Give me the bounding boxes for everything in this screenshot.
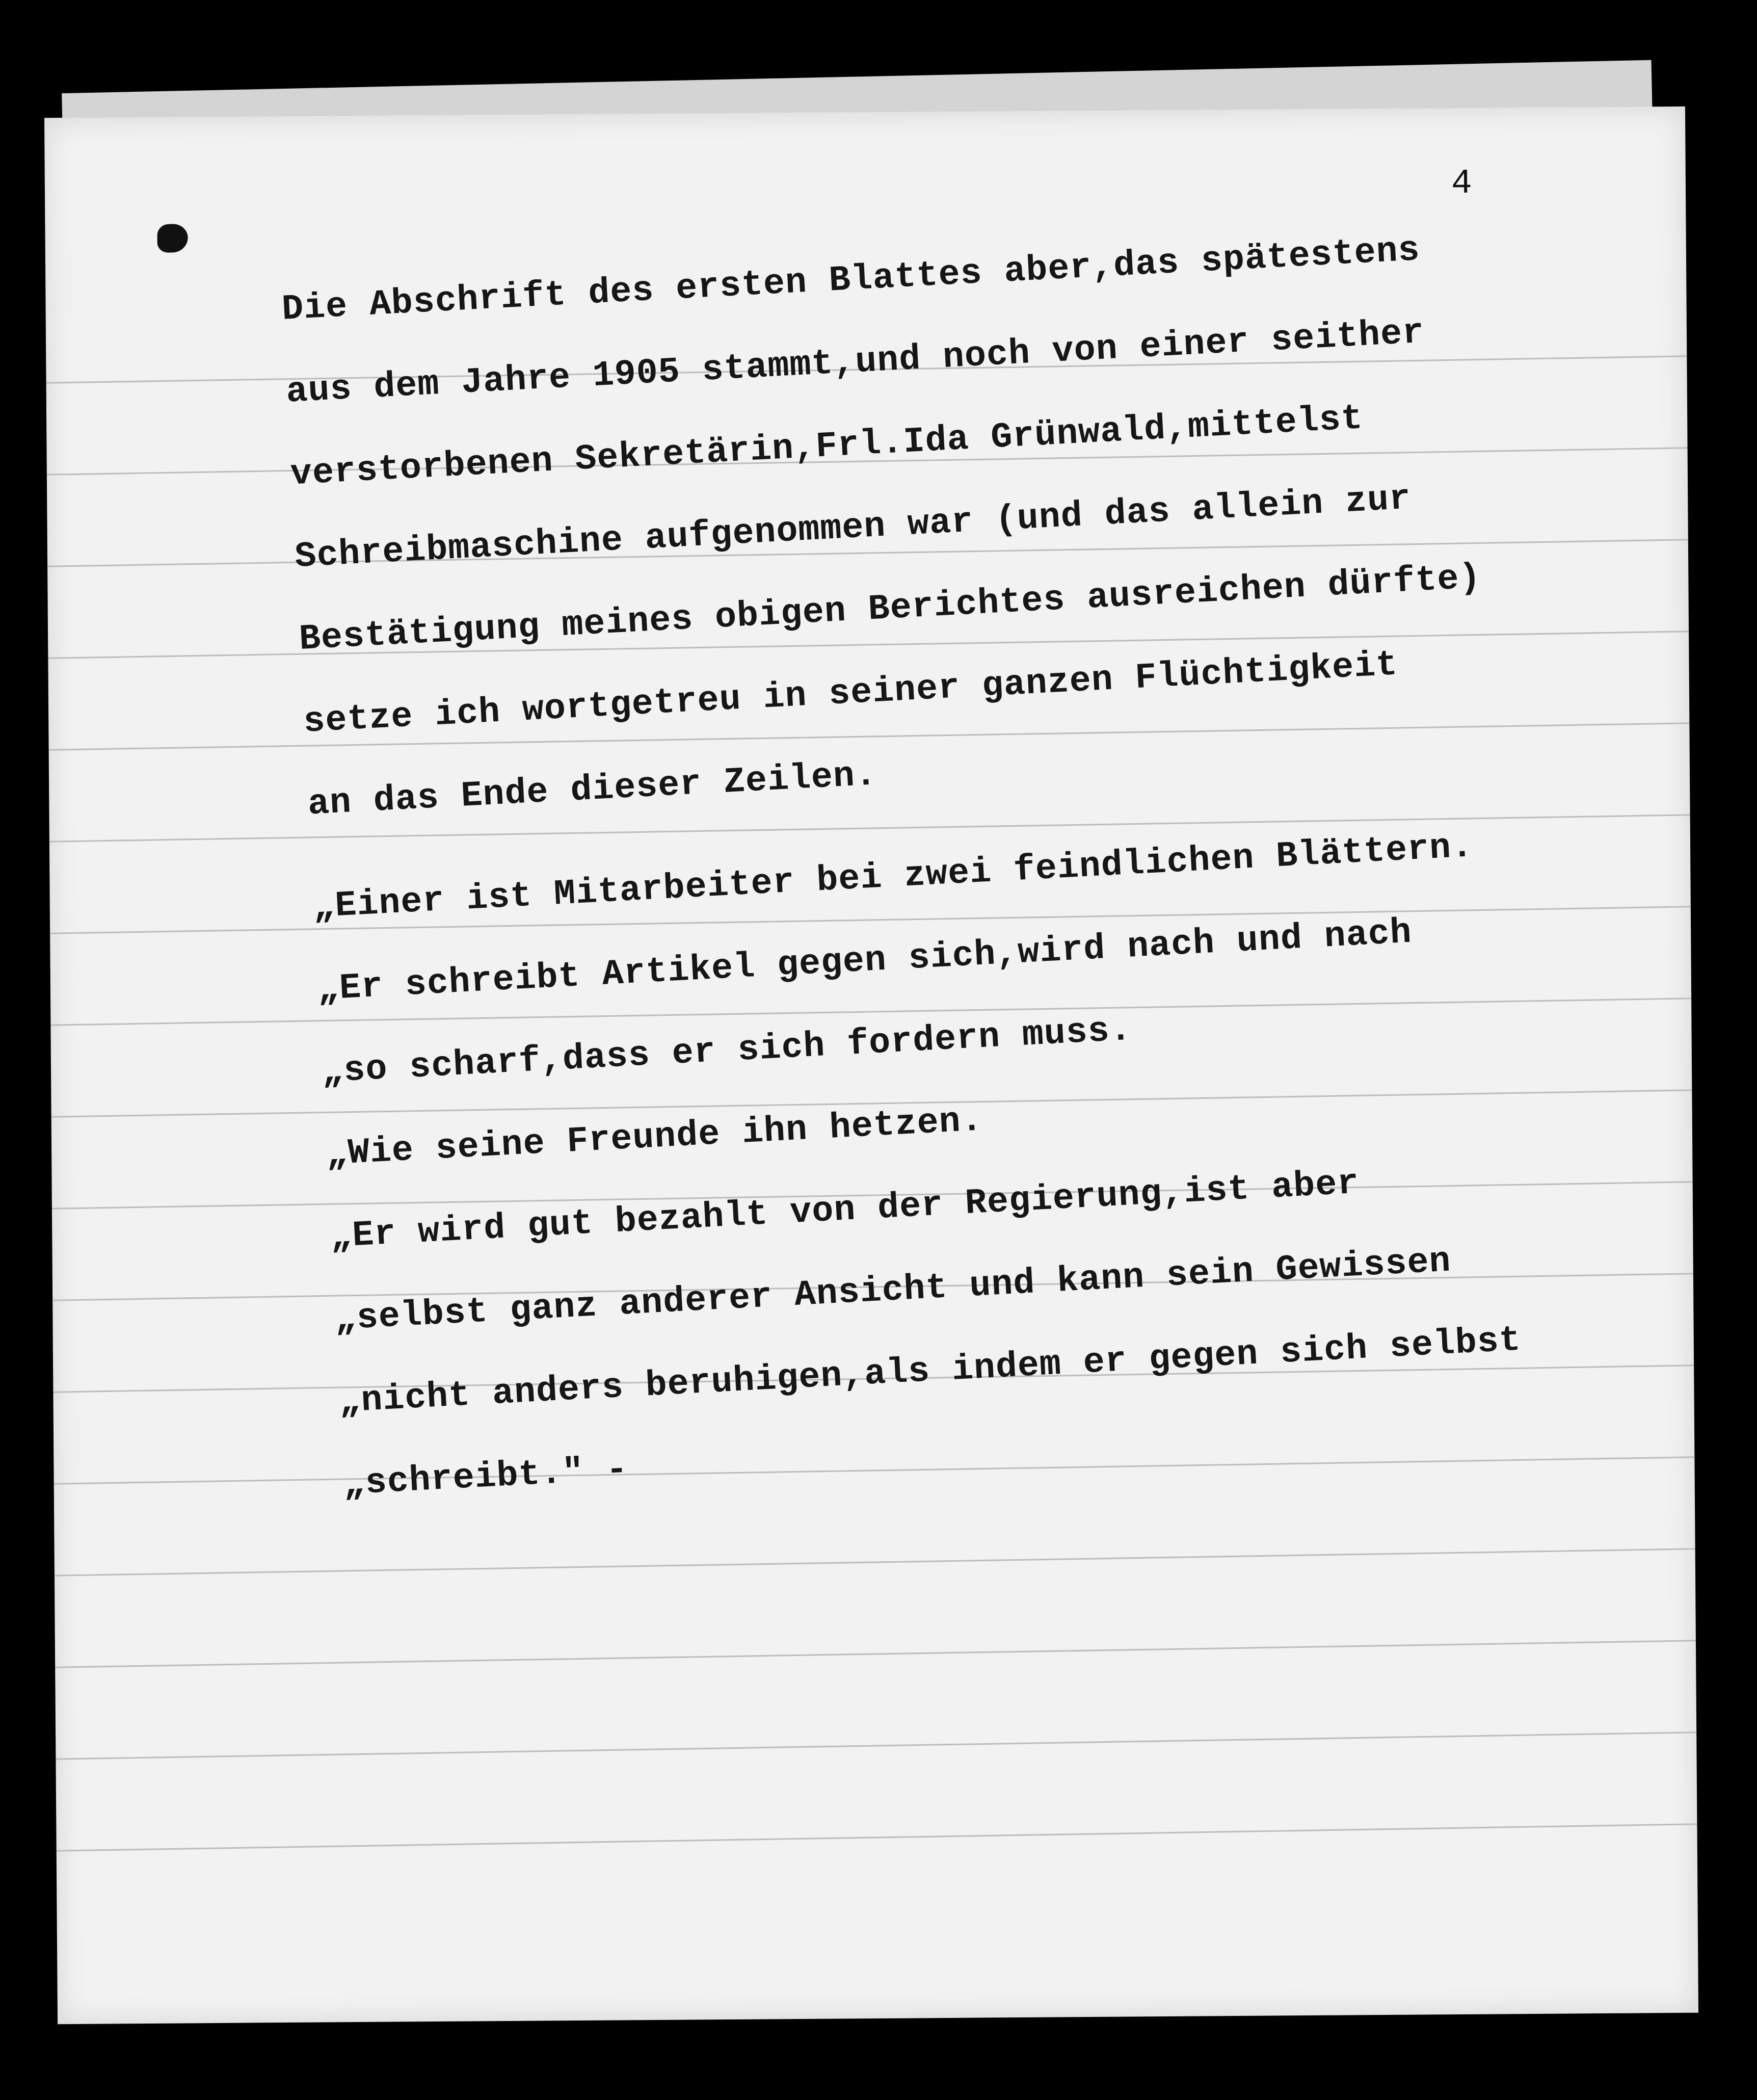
quote-line: „Er wird gut bezahlt von der Regierung,ist aber [329,1163,1361,1258]
quote-line: „Wie seine Freunde ihn hetzen. [325,1100,984,1175]
text-line: Bestätigung meines obigen Berichtes ausreichen dürfte) [298,558,1482,661]
text-line: an das Ende dieser Zeilen. [307,755,878,825]
quote-line: „so scharf,dass er sich fordern muss. [321,1010,1133,1093]
document-page [44,107,1698,2024]
page-number: 4 [1451,164,1473,204]
quote-line: „Er schreibt Artikel gegen sich,wird nach und nach [316,912,1413,1011]
quote-line: „selbst ganz anderer Ansicht und kann sein Gewissen [334,1241,1452,1341]
text-line: Schreibmaschine aufgenommen war (und das allein zur [294,479,1413,578]
text-line: aus dem Jahre 1905 stammt,und noch von einer seither [285,312,1426,413]
quote-line: „Einer ist Mitarbeiter bei zwei feindlichen Blättern. [312,827,1475,928]
typed-text-block [280,197,1698,1527]
quote-line: „nicht anders beruhigen,als indem er gegen sich selbst [338,1320,1522,1423]
text-line: verstorbenen Sekretärin,Frl.Ida Grünwald,mittelst [289,399,1364,495]
quote-line: „schreibt." - [342,1450,629,1505]
text-line: Die Abschrift des ersten Blattes aber,das spätestens [281,230,1421,330]
text-line: setze ich wortgetreu in seiner ganzen Flüchtigkeit [302,645,1399,743]
